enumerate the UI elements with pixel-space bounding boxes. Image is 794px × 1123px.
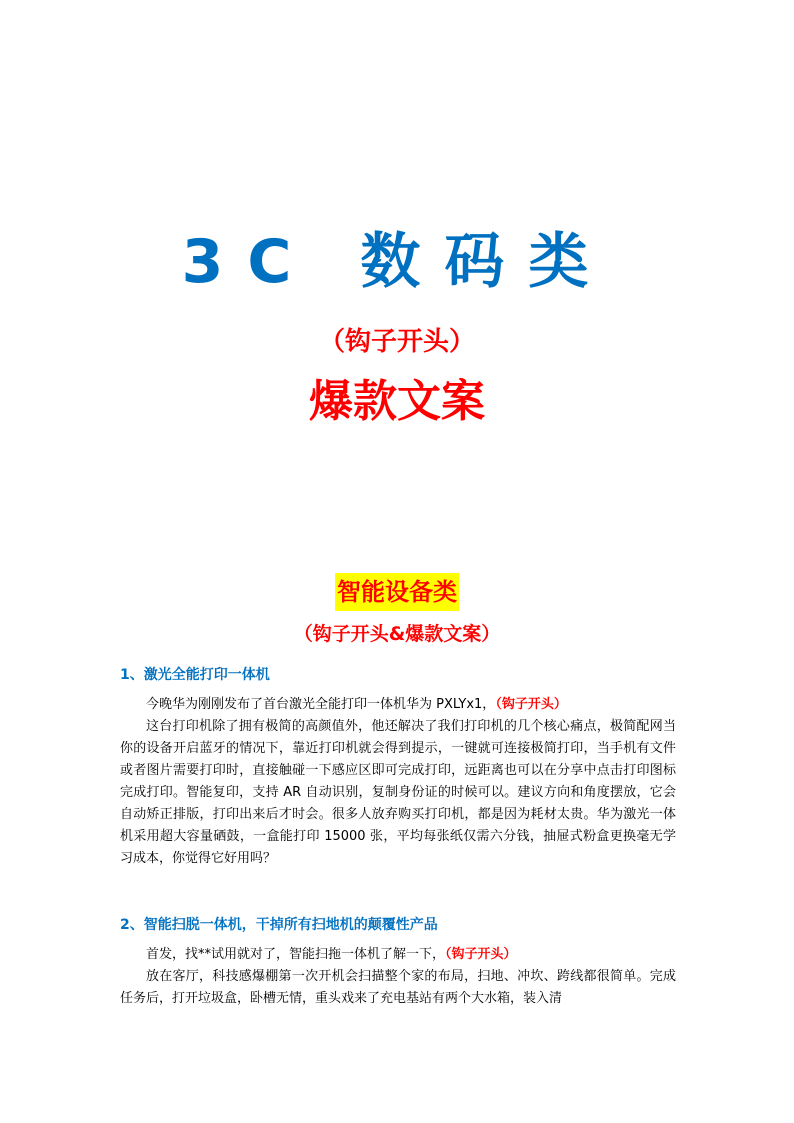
item-hook: （钩子开头） [445,947,517,962]
cover-title: 3C 数码类 [181,227,613,297]
cover-subtitle: 爆款文案 [309,376,485,427]
section-title-wrapper [0,573,794,611]
section-title: 智能设备类 [335,573,459,611]
section-subtitle: （钩子开头&爆款文案） [293,623,501,645]
item-paragraph: 这台打印机除了拥有极简的高颜值外，他还解决了我们打印机的几个核心痛点，极简配网当你的设备开启蓝牙的情况下，靠近打印机就会得到提示，一键就可连接极简打印，当手机有文件或者图片需要打印时，直接触碰一下感应区即可完成打印，远距离也可以在分享中点击打印图标完成打印。智能复印，支持 AR 自动识别，复制身份证的时候可以。建议方向和角度摆放，它会自动矫正排版，打印出来后才时会。很多人放弃购买打印机，都是因为耗材太贵。华为激光一体机采用超大容量硒鼓，一盒能打印 15000 张，平均每张纸仅需六分钱，抽屉式粉盒更换毫无学习成本，你觉得它好用吗？ [120,719,676,866]
item-body [120,944,676,1010]
item-body [120,694,676,870]
cover-hook-label: （钩子开头） [318,327,475,357]
item-paragraph: 放在客厅，科技感爆棚第一次开机会扫描整个家的布局，扫地、冲坎、跨线都很简单。完成任务后，打开垃圾盒，卧槽无情，重头戏来了充电基站有两个大水箱，装入清 [120,969,676,1006]
item-lead-line [120,944,676,966]
item-lead: 今晚华为刚刚发布了首台激光全能打印一体机华为 PXLYx1， [146,697,496,712]
item-heading: 2、智能扫脱一体机，干掉所有扫地机的颠覆性产品 [120,917,438,933]
item-hook: （钩子开头） [495,697,567,712]
item-heading: 1、激光全能打印一体机 [120,667,270,683]
item-lead: 首发，找**试用就对了，智能扫拖一体机了解一下， [146,947,446,962]
item-lead-line [120,694,676,716]
